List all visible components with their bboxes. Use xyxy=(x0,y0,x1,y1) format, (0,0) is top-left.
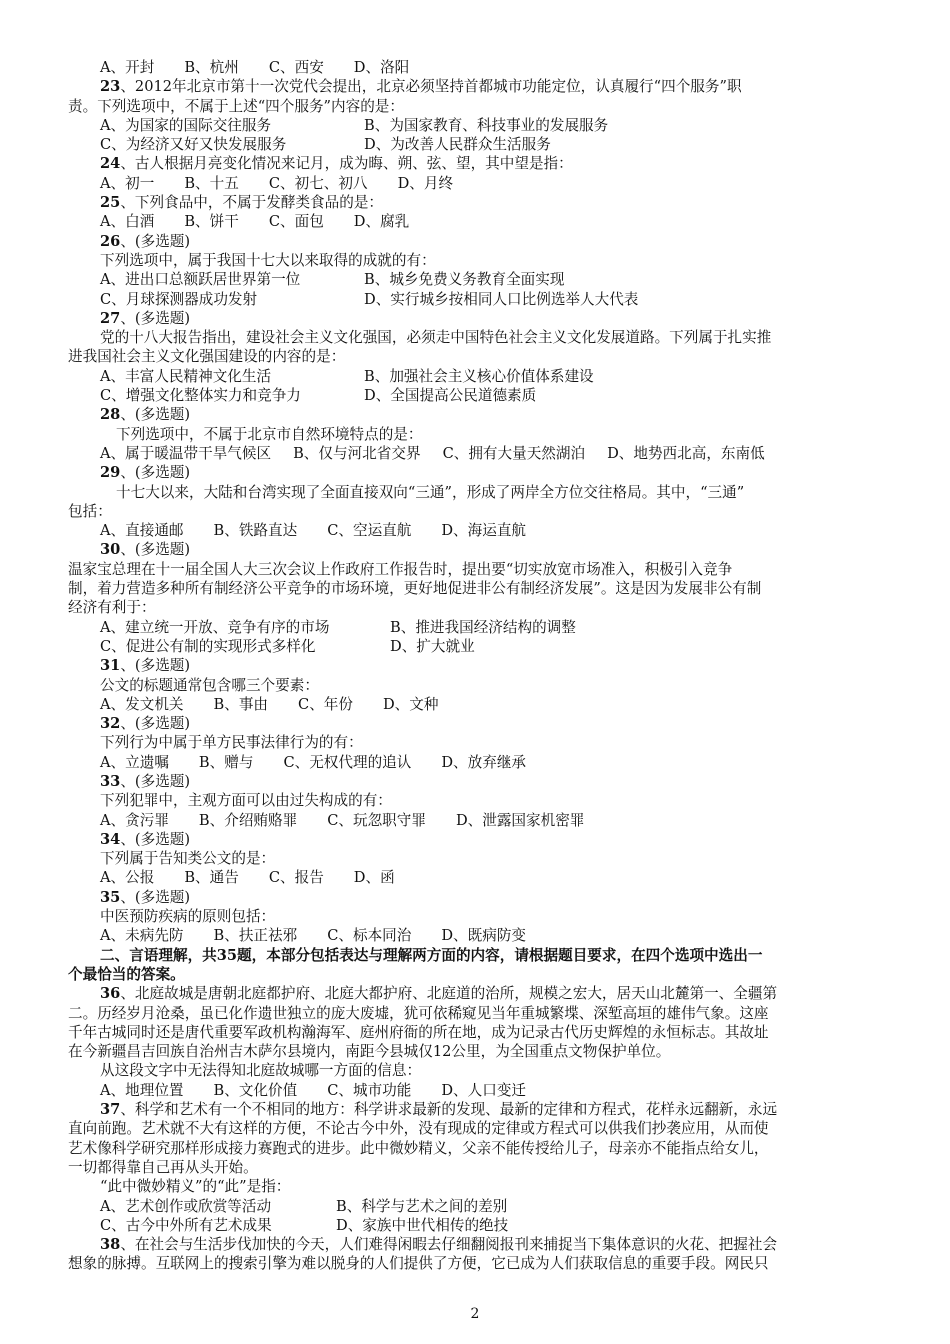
option: D、家族中世代相传的绝技 xyxy=(336,1216,509,1234)
option: A、建立统一开放、竞争有序的市场 xyxy=(100,618,330,636)
passage-text: 、科学和艺术有一个不相同的地方：科学讲求最新的发现、最新的定律和方程式，花样永远翻新，永远 xyxy=(120,1101,778,1119)
page-number: 2 xyxy=(470,1306,480,1322)
question-26 xyxy=(68,232,876,251)
question-tag: 、(多选题) xyxy=(120,772,191,790)
q27-options-row1 xyxy=(68,367,876,386)
section-heading-cont: 个最恰当的答案。 xyxy=(68,965,185,983)
question-37 xyxy=(68,1100,876,1119)
q30-options-row1 xyxy=(68,618,876,637)
q29-options xyxy=(68,521,876,540)
question-29 xyxy=(68,463,876,482)
option: D、人口变迁 xyxy=(441,1081,527,1099)
question-28 xyxy=(68,405,876,424)
question-number: 34 xyxy=(100,830,121,848)
question-number: 31 xyxy=(100,657,121,675)
option: B、城乡免费义务教育全面实现 xyxy=(364,271,565,289)
question-number: 33 xyxy=(100,772,121,790)
option: D、海运直航 xyxy=(441,522,527,540)
option: A、地理位置 xyxy=(100,1081,184,1099)
q37-options-row2 xyxy=(68,1216,876,1235)
q33-options xyxy=(68,811,876,830)
option: D、函 xyxy=(353,869,395,887)
option: D、放弃继承 xyxy=(441,753,527,771)
option: B、推进我国经济结构的调整 xyxy=(390,618,576,636)
exam-page xyxy=(68,58,876,1274)
question-text: 、2012年北京市第十一次党代会提出，北京必须坚持首都城市功能定位，认真履行“四个服务”职 xyxy=(120,78,742,96)
passage-text: 直向前跑。艺术就不大有这样的方便，不论古今中外，没有现成的定律或方程式可以供我们抄袭应用，从而使 xyxy=(68,1120,769,1138)
question-25 xyxy=(68,193,876,212)
section-heading: 二、言语理解，共35题，本部分包括表达与理解两方面的内容，请根据题目要求，在四个选项中选出一 xyxy=(100,946,763,964)
passage-text: 、北庭故城是唐朝北庭都护府、北庭大都护府、北庭道的治所，规模之宏大，居天山北麓第一、全疆第 xyxy=(120,985,778,1003)
question-text-cont: 进我国社会主义文化强国建设的内容的是： xyxy=(68,348,346,366)
question-24 xyxy=(68,154,876,173)
option: C、拥有大量天然湖泊 xyxy=(442,444,586,462)
q32-options xyxy=(68,753,876,772)
option: B、加强社会主义核心价值体系建设 xyxy=(364,367,594,385)
option: C、月球探测器成功发射 xyxy=(100,290,258,308)
option: B、介绍贿赂罪 xyxy=(198,811,298,829)
option: B、扶正祛邪 xyxy=(213,927,298,945)
q24-options xyxy=(68,174,876,193)
option: B、十五 xyxy=(184,174,239,192)
question-tag: 、(多选题) xyxy=(120,406,191,424)
question-number: 38 xyxy=(100,1236,121,1254)
option: A、直接通邮 xyxy=(100,522,184,540)
passage-text: 千年古城同时还是唐代重要军政机构瀚海军、庭州府衙的所在地，成为记录古代历史辉煌的永恒标志。其故址 xyxy=(68,1023,769,1041)
question-tag: 、(多选题) xyxy=(120,464,191,482)
question-number: 37 xyxy=(100,1101,121,1119)
question-text-cont: 包括： xyxy=(68,502,112,520)
option: B、文化价值 xyxy=(213,1081,298,1099)
question-text: 下列选项中，属于我国十七大以来取得的成就的有： xyxy=(100,251,436,269)
question-tag: 、(多选题) xyxy=(120,232,191,250)
q23-options-row2 xyxy=(68,135,876,154)
option: B、通告 xyxy=(184,869,239,887)
question-text: “此中微妙精义”的“此”是指： xyxy=(100,1178,291,1196)
option: D、腐乳 xyxy=(353,213,410,231)
question-text-cont: 经济有利于： xyxy=(68,599,156,617)
option: B、赠与 xyxy=(198,753,254,771)
option: C、标本同治 xyxy=(327,927,412,945)
question-number: 23 xyxy=(100,78,121,96)
question-text: 下列选项中，不属于北京市自然环境特点的是： xyxy=(116,425,423,443)
q36-options xyxy=(68,1081,876,1100)
option: D、月终 xyxy=(397,174,454,192)
q28-options xyxy=(68,444,876,463)
question-tag: 、(多选题) xyxy=(120,309,191,327)
question-number: 26 xyxy=(100,232,121,250)
q26-options-row1 xyxy=(68,270,876,289)
question-30 xyxy=(68,540,876,559)
option: C、面包 xyxy=(268,213,324,231)
q31-options xyxy=(68,695,876,714)
question-number: 30 xyxy=(100,541,121,559)
question-34 xyxy=(68,830,876,849)
question-38 xyxy=(68,1235,876,1254)
passage-text: 艺术像科学研究那样形成接力赛跑式的进步。此中微妙精义，父亲不能传授给儿子，母亲亦不能指点给女儿， xyxy=(68,1139,769,1157)
passage-text: 二。历经岁月沧桑，虽已化作遗世独立的庞大废墟，犹可依稀窥见当年重城繁堞、深堑高垣的雄伟气象。这座 xyxy=(68,1004,769,1022)
option: D、扩大就业 xyxy=(390,637,475,655)
option: A、属于暖温带干旱气候区 xyxy=(100,444,272,462)
option: D、全国提高公民道德素质 xyxy=(364,387,537,405)
option: D、文种 xyxy=(382,695,439,713)
option: A、公报 xyxy=(100,869,155,887)
question-number: 36 xyxy=(100,985,121,1003)
option: A、丰富人民精神文化生活 xyxy=(100,367,272,385)
question-tag: 、(多选题) xyxy=(120,715,191,733)
option: D、实行城乡按相同人口比例选举人大代表 xyxy=(364,290,639,308)
option: C、古今中外所有艺术成果 xyxy=(100,1216,272,1234)
question-tag: 、(多选题) xyxy=(120,830,191,848)
option: D、泄露国家机密罪 xyxy=(455,811,585,829)
option: A、贪污罪 xyxy=(100,811,169,829)
q27-options-row2 xyxy=(68,386,876,405)
option: C、为经济又好又快发展服务 xyxy=(100,136,287,154)
q35-options xyxy=(68,926,876,945)
q23-options-row1 xyxy=(68,116,876,135)
question-text: 下列属于告知类公文的是： xyxy=(100,850,276,868)
option: B、为国家教育、科技事业的发展服务 xyxy=(364,116,609,134)
question-number: 35 xyxy=(100,888,121,906)
option: A、开封 xyxy=(100,59,155,76)
option: A、未病先防 xyxy=(100,927,184,945)
question-33 xyxy=(68,772,876,791)
option: C、初七、初八 xyxy=(268,174,368,192)
option: D、为改善人民群众生活服务 xyxy=(364,136,551,154)
question-tag: 、(多选题) xyxy=(120,657,191,675)
passage-text: 一切都得靠自己再从头开始。 xyxy=(68,1158,258,1176)
option: C、玩忽职守罪 xyxy=(327,811,426,829)
option: D、既病防变 xyxy=(441,927,527,945)
option: A、为国家的国际交往服务 xyxy=(100,116,272,134)
question-23 xyxy=(68,77,876,96)
question-text: 、下列食品中，不属于发酵类食品的是： xyxy=(120,194,384,212)
option: B、杭州 xyxy=(184,59,239,76)
question-text-cont: 责。下列选项中，不属于上述“四个服务”内容的是： xyxy=(68,97,404,115)
question-35 xyxy=(68,888,876,907)
question-36 xyxy=(68,984,876,1003)
question-27 xyxy=(68,309,876,328)
option: C、促进公有制的实现形式多样化 xyxy=(100,637,316,655)
option: A、进出口总额跃居世界第一位 xyxy=(100,271,301,289)
option: A、艺术创作或欣赏等活动 xyxy=(100,1197,272,1215)
question-number: 27 xyxy=(100,309,121,327)
q37-options-row1 xyxy=(68,1197,876,1216)
option: C、城市功能 xyxy=(327,1081,412,1099)
option: C、空运直航 xyxy=(327,522,412,540)
question-text: 党的十八大报告指出，建设社会主义文化强国，必须走中国特色社会主义文化发展道路。下列属于扎实推 xyxy=(100,329,772,347)
option: C、年份 xyxy=(298,695,353,713)
question-text: 、古人根据月亮变化情况来记月，成为晦、朔、弦、望，其中望是指： xyxy=(120,155,573,173)
question-text: 下列行为中属于单方民事法律行为的有： xyxy=(100,734,363,752)
option: B、铁路直达 xyxy=(213,522,298,540)
q26-options-row2 xyxy=(68,290,876,309)
option: B、仅与河北省交界 xyxy=(293,444,421,462)
question-text-cont: 制，着力营造多种所有制经济公平竞争的市场环境，更好地促进非公有制经济发展”。这是因为发展非公有制 xyxy=(68,580,762,598)
option: C、增强文化整体实力和竞争力 xyxy=(100,387,301,405)
option: A、发文机关 xyxy=(100,695,184,713)
q30-options-row2 xyxy=(68,637,876,656)
question-text: 下列犯罪中，主观方面可以由过失构成的有： xyxy=(100,792,392,810)
option: B、饼干 xyxy=(184,213,239,231)
passage-text: 、在社会与生活步伐加快的今天，人们难得闲暇去仔细翻阅报刊来捕捉当下集体意识的火花、把握社会 xyxy=(120,1236,778,1254)
option: C、西安 xyxy=(268,59,324,76)
option: A、初一 xyxy=(100,174,155,192)
passage-text: 在今新疆昌吉回族自治州吉木萨尔县境内，南距今县城仅12公里，为全国重点文物保护单位。 xyxy=(68,1043,671,1061)
q22-options xyxy=(68,58,876,77)
question-text: 温家宝总理在十一届全国人大三次会议上作政府工作报告时，提出要“切实放宽市场准入，积极引入竞争 xyxy=(68,560,733,578)
question-tag: 、(多选题) xyxy=(120,888,191,906)
option: B、科学与艺术之间的差别 xyxy=(336,1197,508,1215)
q25-options xyxy=(68,212,876,231)
question-text: 公文的标题通常包含哪三个要素： xyxy=(100,676,319,694)
question-text: 十七大以来，大陆和台湾实现了全面直接双向“三通”，形成了两岸全方位交往格局。其中，“三通” xyxy=(116,483,745,501)
option: B、事由 xyxy=(213,695,269,713)
question-text: 中医预防疾病的原则包括： xyxy=(100,908,276,926)
question-31 xyxy=(68,656,876,675)
q34-options xyxy=(68,868,876,887)
question-32 xyxy=(68,714,876,733)
question-number: 32 xyxy=(100,715,121,733)
option: A、白酒 xyxy=(100,213,155,231)
question-number: 25 xyxy=(100,194,121,212)
question-number: 29 xyxy=(100,464,121,482)
option: A、立遗嘱 xyxy=(100,753,169,771)
question-tag: 、(多选题) xyxy=(120,541,191,559)
question-text: 从这段文字中无法得知北庭故城哪一方面的信息： xyxy=(100,1062,422,1080)
option: C、无权代理的追认 xyxy=(283,753,412,771)
question-number: 28 xyxy=(100,406,121,424)
passage-text: 想象的脉搏。互联网上的搜索引擎为难以脱身的人们提供了方便，它已成为人们获取信息的重要手段。网民只 xyxy=(68,1255,769,1273)
question-number: 24 xyxy=(100,155,121,173)
option: D、洛阳 xyxy=(353,59,410,76)
option: C、报告 xyxy=(268,869,324,887)
option: D、地势西北高，东南低 xyxy=(607,444,765,462)
